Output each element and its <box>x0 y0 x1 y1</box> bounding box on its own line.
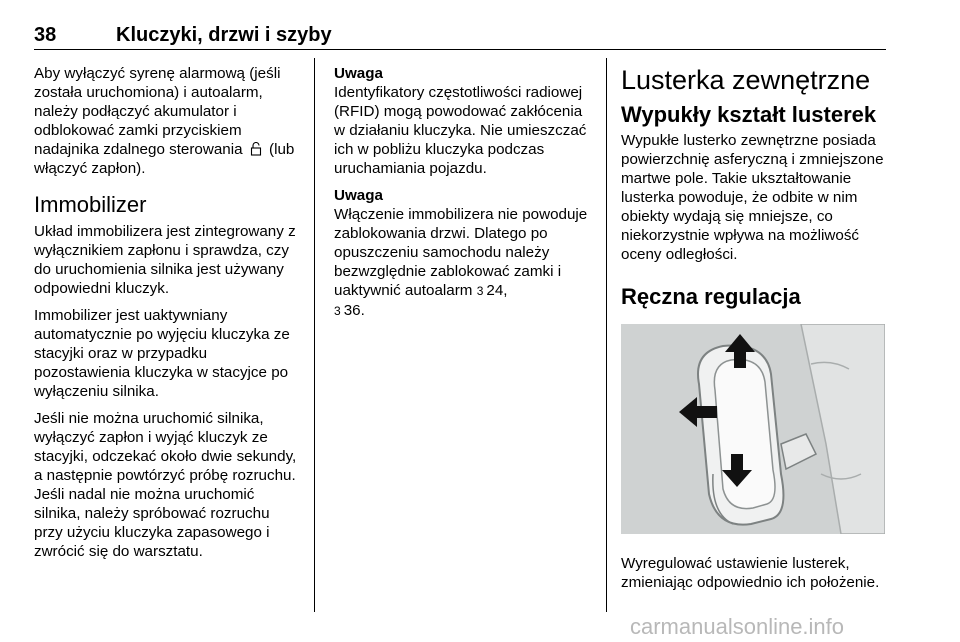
alarm-text-a: Aby wyłączyć syrenę alarmową (jeśli została uruchomiona) i autoalarm, należy podłączyć akumulator i odblokować zamki przyciskiem nadajnika zdalnego sterowania <box>34 65 281 158</box>
mirror-adjustment-illustration <box>621 324 885 534</box>
chapter-title: Kluczyki, drzwi i szyby <box>116 24 332 46</box>
page-reference[interactable]: 36. <box>343 302 365 319</box>
mirror-illustration-graphic <box>621 324 885 534</box>
page-reference-icon: 3 <box>334 304 341 318</box>
page-reference-icon: 3 <box>476 284 484 298</box>
adjustment-paragraph: Wyregulować ustawienie lusterek, zmieniając odpowiednio ich położenie. <box>621 555 880 591</box>
immobilizer-paragraph-3: Jeśli nie można uruchomić silnika, wyłączyć zapłon i wyjąć kluczyk ze stacyjki, odczekać około dwie sekundy, a następnie powtórzyć próbę rozruchu. Jeśli nadal nie można uruchomić silnika, należy spróbować rozruchu przy użyciu kluczyka zapasowego i zwrócić się do warsztatu. <box>34 410 297 560</box>
note-text <box>334 205 596 321</box>
immobilizer-paragraph-2: Immobilizer jest uaktywniany automatycznie po wyjęciu kluczyka ze stacyjki oraz w przypadku pozostawienia kluczyka w stacyjce po wyłączeniu silnika. <box>34 307 290 400</box>
column-1 <box>34 64 302 569</box>
alarm-text-b: (lub włączyć zapłon). <box>34 141 295 177</box>
watermark-text: carmanualsonline.info <box>630 614 845 639</box>
note-label: Uwaga <box>334 65 383 82</box>
section-heading: Lusterka zewnętrzne <box>621 65 871 95</box>
note-text: Identyfikatory częstotliwości radiowej (RFID) mogą powodować zakłócenia w działaniu kluczyka. Nie umieszczać ich w pobliżu kluczyka podczas uruchamiania pojazdu. <box>334 84 587 177</box>
alarm-paragraph <box>34 64 302 178</box>
note-rfid <box>334 64 596 178</box>
unlock-icon <box>250 142 262 156</box>
column-divider-2 <box>606 58 607 612</box>
header-divider <box>34 49 886 50</box>
immobilizer-heading: Immobilizer <box>34 192 147 217</box>
immobilizer-paragraph-1: Układ immobilizera jest zintegrowany z wyłącznikiem zapłonu i sprawdza, czy do uruchomienia silnika jest używany odpowiedni kluczyk. <box>34 223 296 297</box>
column-3 <box>621 64 889 600</box>
page-header <box>34 22 886 50</box>
manual-adjustment-heading: Ręczna regulacja <box>621 284 801 309</box>
note-text-a: Włączenie immobilizera nie powoduje zablokowania drzwi. Dlatego po opuszczeniu samochodu należy bezwzględnie zablokować zamki i uaktywnić autoalarm <box>334 206 588 299</box>
note-label: Uwaga <box>334 187 383 204</box>
note-immobilizer <box>334 186 596 321</box>
page-reference[interactable]: 24, <box>486 282 508 299</box>
column-2 <box>334 64 596 329</box>
column-divider-1 <box>314 58 315 612</box>
convex-mirror-paragraph: Wypukłe lusterko zewnętrzne posiada powierzchnię asferyczną i zmniejszone martwe pole. Takie ukształtowanie lusterka powoduje, że odbite w nim obiekty wydają się mniejsze, co niekorzystnie wpływa na możliwość oceny odległości. <box>621 132 884 263</box>
subsection-heading: Wypukły kształt lusterek <box>621 102 877 127</box>
page-number: 38 <box>34 24 57 46</box>
